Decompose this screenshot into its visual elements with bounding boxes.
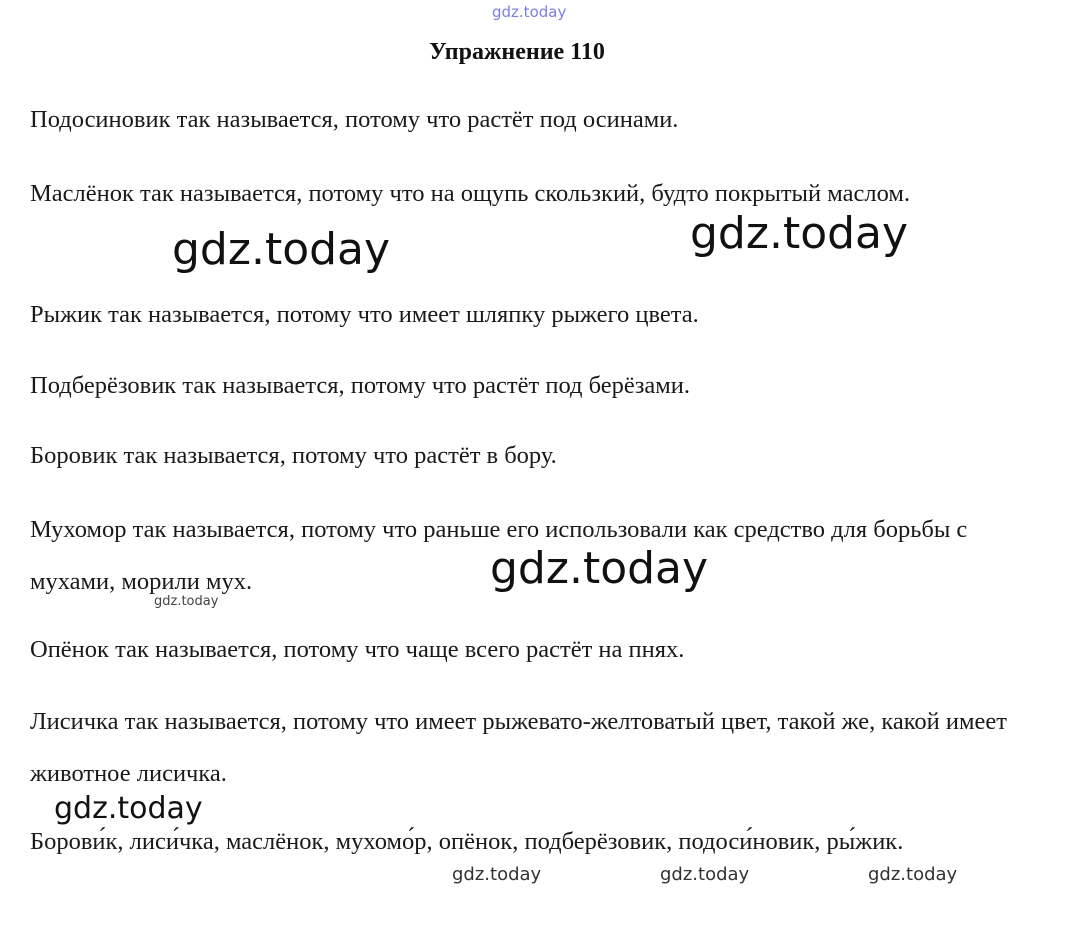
paragraph-8: Лисичка так называется, потому что имеет рыжевато-желтоватый цвет, такой же, какой имеет животное лисичка. <box>30 708 1007 787</box>
watermark-5: gdz.today <box>54 791 203 826</box>
watermark-7: gdz.today <box>660 864 750 885</box>
watermark-top: gdz.today <box>492 3 567 21</box>
watermark-1: gdz.today <box>172 224 391 275</box>
paragraph-5: Боровик так называется, потому что растёт в бору. <box>30 442 557 469</box>
paragraph-2: Маслёнок так называется, потому что на ощупь скользкий, будто покрытый маслом. <box>30 180 910 207</box>
watermark-3: gdz.today <box>490 543 709 594</box>
paragraph-6: Мухомор так называется, потому что раньше его использовали как средство для борьбы с мухами, морили мух. <box>30 516 968 595</box>
watermark-8: gdz.today <box>868 864 958 885</box>
paragraph-4: Подберёзовик так называется, потому что растёт под берёзами. <box>30 372 691 399</box>
paragraph-1: Подосиновик так называется, потому что растёт под осинами. <box>30 106 679 133</box>
watermark-6: gdz.today <box>452 864 542 885</box>
watermark-2: gdz.today <box>690 208 909 259</box>
watermark-4: gdz.today <box>154 594 219 609</box>
page-title: Упражнение 110 <box>429 39 605 65</box>
paragraph-3: Рыжик так называется, потому что имеет шляпку рыжего цвета. <box>30 301 699 328</box>
paragraph-9: Борови́к, лиси́чка, маслёнок, мухомо́р, опёнок, подберёзовик, подоси́новик, ры́жик. <box>30 828 904 855</box>
paragraph-7: Опёнок так называется, потому что чаще всего растёт на пнях. <box>30 636 685 663</box>
